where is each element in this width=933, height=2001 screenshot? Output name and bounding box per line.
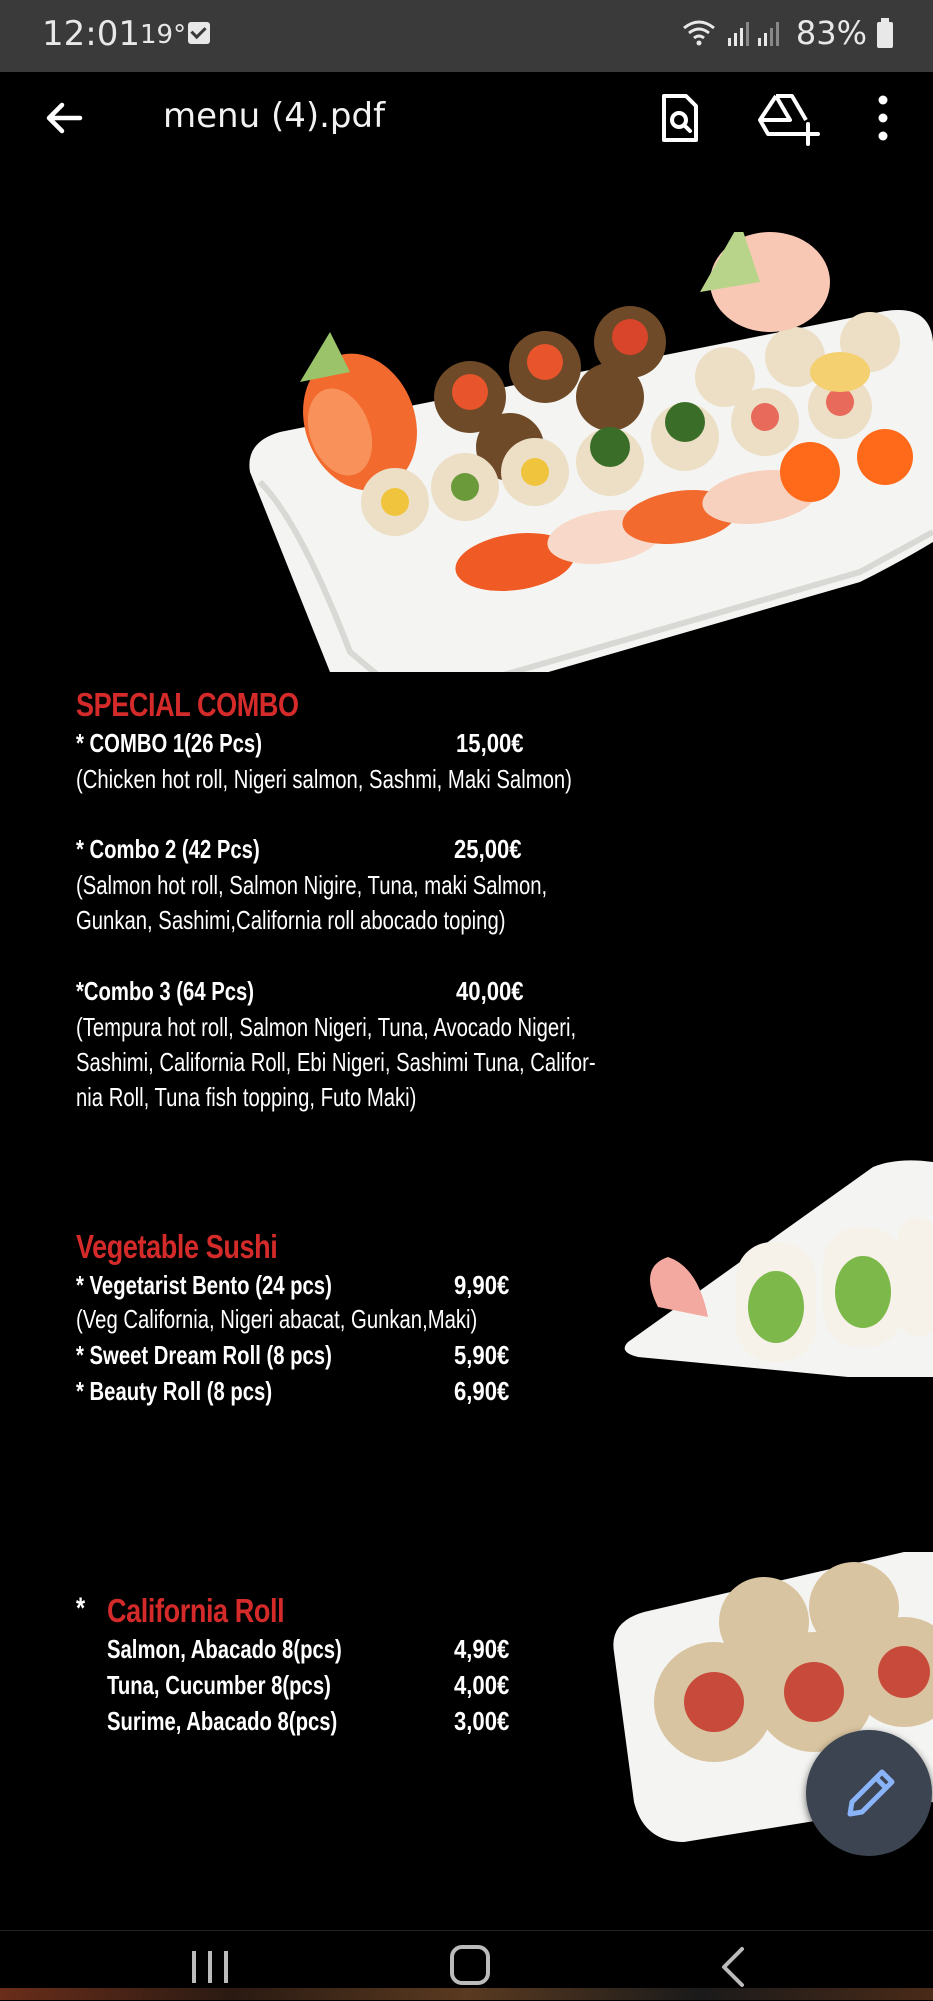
description-line: (Salmon hot roll, Salmon Nigire, Tuna, maki Salmon, [76,870,548,900]
add-to-drive-icon[interactable] [756,90,820,146]
description-line: Sashimi, California Roll, Ebi Nigeri, Sashimi Tuna, Califor- [76,1047,596,1077]
price-vegetarist-bento: 9,90€ [454,1270,510,1300]
menu-item-sweet-dream-roll: * Sweet Dream Roll (8 pcs) [76,1340,332,1370]
section-title-california-roll: California Roll [107,1592,285,1629]
price-combo-2: 25,00€ [454,834,522,864]
description-combo-1 [76,762,572,797]
menu-item-salmon-abacado: Salmon, Abacado 8(pcs) [107,1634,342,1664]
status-bar [0,0,933,72]
section-title-vegetable-sushi: Vegetable Sushi [76,1228,278,1265]
home-icon[interactable] [446,1941,494,1989]
background-app-preview-strip [0,1988,933,2000]
description-line: (Tempura hot roll, Salmon Nigeri, Tuna, Avocado Nigeri, [76,1012,577,1042]
status-indicators [682,14,893,52]
edit-pencil-icon [806,1730,932,1856]
menu-item-beauty-roll: * Beauty Roll (8 pcs) [76,1376,273,1406]
section-title-special-combo: SPECIAL COMBO [76,686,299,723]
wifi-icon [682,18,716,48]
price-sweet-dream-roll: 5,90€ [454,1340,510,1370]
back-icon[interactable] [712,1943,752,1991]
vegetable-sushi-image [618,1107,933,1377]
search-document-icon[interactable] [652,90,708,146]
edit-fab-button[interactable] [806,1730,932,1856]
menu-item-tuna-cucumber: Tuna, Cucumber 8(pcs) [107,1670,331,1700]
price-salmon-abacado: 4,90€ [454,1634,510,1664]
description-vegetarist-bento: (Veg California, Nigeri abacat, Gunkan,Maki) [76,1304,478,1334]
menu-item-vegetarist-bento: * Vegetarist Bento (24 pcs) [76,1270,332,1300]
menu-item-combo-3: *Combo 3 (64 Pcs) [76,976,255,1006]
price-combo-1: 15,00€ [456,728,524,758]
price-surime-abacado: 3,00€ [454,1706,510,1736]
description-line: (Chicken hot roll, Nigeri salmon, Sashmi, Maki Salmon) [76,764,572,794]
description-line: Gunkan, Sashimi,California roll abocado toping) [76,905,506,935]
pdf-page[interactable] [0,162,933,1930]
price-combo-3: 40,00€ [456,976,524,1006]
battery-percentage: 83% [795,14,867,52]
menu-item-combo-1: * COMBO 1(26 Pcs) [76,728,262,758]
sushi-platter-image [240,232,933,672]
california-roll-bullet: * [76,1592,86,1625]
app-bar [0,72,933,162]
status-temperature: 19° [140,20,187,50]
battery-icon [877,22,893,48]
description-combo-2 [76,868,547,938]
price-tuna-cucumber: 4,00€ [454,1670,510,1700]
price-beauty-roll: 6,90€ [454,1376,510,1406]
recent-apps-icon[interactable] [186,1945,236,1989]
more-vert-icon[interactable] [866,90,900,146]
back-arrow-icon[interactable] [38,92,90,144]
description-line: nia Roll, Tuna fish topping, Futo Maki) [76,1082,417,1112]
notification-check-icon [188,22,210,44]
menu-item-combo-2: * Combo 2 (42 Pcs) [76,834,260,864]
menu-item-surime-abacado: Surime, Abacado 8(pcs) [107,1706,338,1736]
description-combo-3 [76,1010,596,1115]
status-time: 12:01 [42,14,140,54]
document-title: menu (4).pdf [163,96,386,136]
signal-icon [726,18,786,48]
